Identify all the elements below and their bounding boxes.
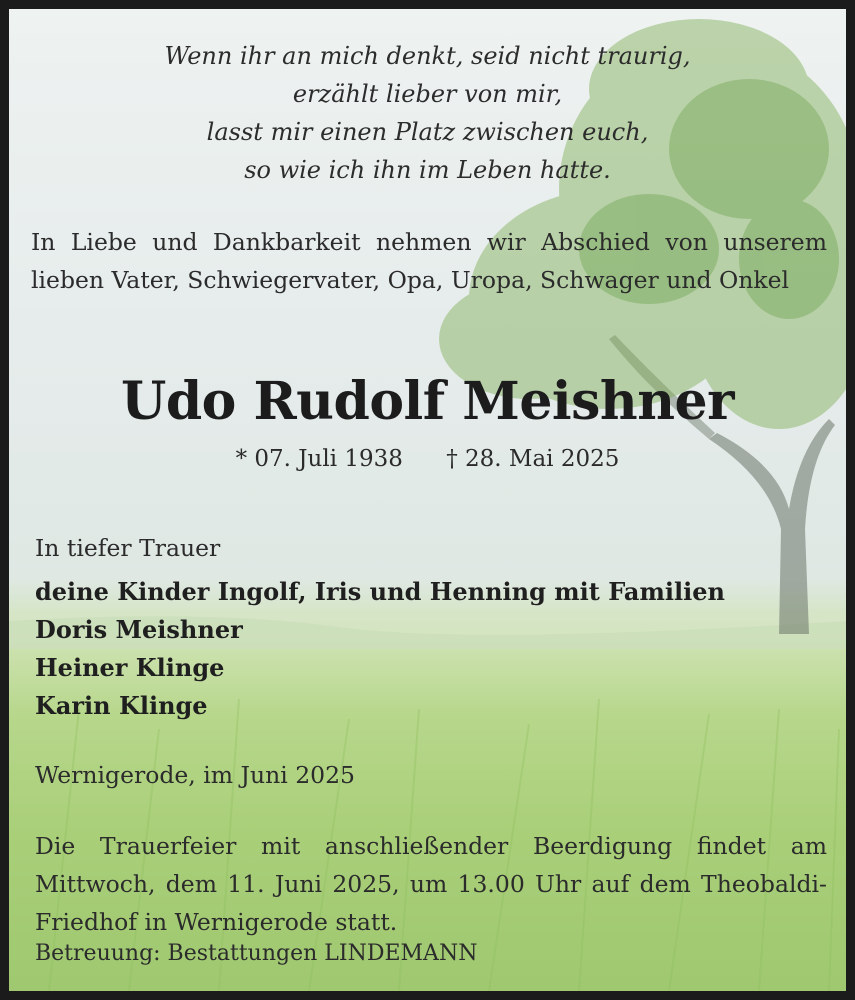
- place-date: Wernigerode, im Juni 2025: [35, 761, 356, 789]
- mourner: Doris Meishner: [35, 615, 243, 644]
- life-dates: [9, 446, 846, 472]
- poem-line: Wenn ihr an mich denkt, seid nicht traurig,: [164, 42, 691, 70]
- poem-line: so wie ich ihn im Leben hatte.: [244, 156, 611, 184]
- deceased-name: Udo Rudolf Meishner: [120, 371, 735, 432]
- mourner: deine Kinder Ingolf, Iris und Henning mit Familien: [35, 577, 725, 606]
- funeral-home-credit: Betreuung: Bestattungen LINDEMANN: [35, 941, 478, 966]
- birth-date: * 07. Juli 1938: [235, 446, 403, 472]
- poem-line: erzählt lieber von mir,: [292, 80, 563, 108]
- intro-text: In Liebe und Dankbarkeit nehmen wir Abschied von unserem lieben Vater, Schwiegervater, Opa, Uropa, Schwager und Onkel: [31, 228, 827, 294]
- poem-line: lasst mir einen Platz zwischen euch,: [206, 118, 649, 146]
- mourner: Karin Klinge: [35, 691, 208, 720]
- obituary-content: [9, 9, 846, 991]
- death-date: † 28. Mai 2025: [446, 446, 620, 472]
- mourners-list: [35, 573, 725, 725]
- poem: [9, 37, 846, 189]
- mourner: Heiner Klinge: [35, 653, 225, 682]
- funeral-service-info: Die Trauerfeier mit anschließender Beerdigung findet am Mittwoch, dem 11. Juni 2025, um 13.00 Uhr auf dem Theobaldi-Friedhof in Wernigerode statt.: [35, 832, 827, 936]
- mourning-label: In tiefer Trauer: [35, 534, 221, 562]
